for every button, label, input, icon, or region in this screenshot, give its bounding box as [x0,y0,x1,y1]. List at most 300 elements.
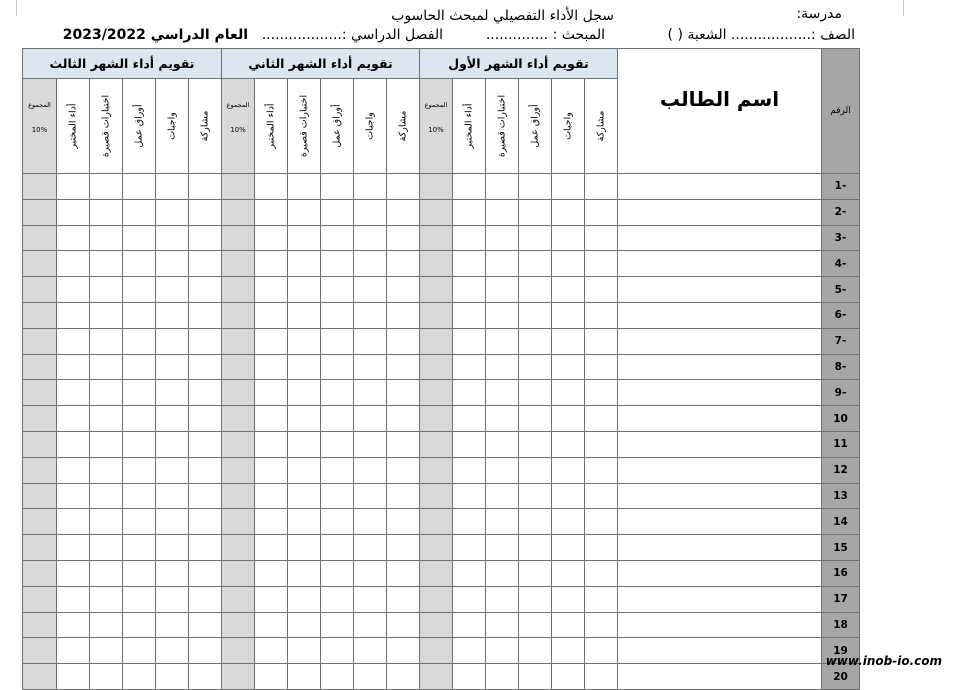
score-cell[interactable] [255,431,288,457]
score-cell[interactable] [387,225,420,251]
score-cell[interactable] [321,535,354,561]
score-cell[interactable] [57,638,90,664]
score-cell[interactable] [57,354,90,380]
score-cell[interactable] [189,535,222,561]
total-cell[interactable] [222,457,255,483]
total-cell[interactable] [23,664,57,690]
score-cell[interactable] [156,225,189,251]
score-cell[interactable] [189,354,222,380]
total-cell[interactable] [222,354,255,380]
score-cell[interactable] [288,638,321,664]
score-cell[interactable] [354,225,387,251]
score-cell[interactable] [57,225,90,251]
score-cell[interactable] [123,535,156,561]
score-cell[interactable] [57,664,90,690]
total-cell[interactable] [420,174,453,200]
score-cell[interactable] [90,199,123,225]
score-cell[interactable] [57,483,90,509]
total-cell[interactable] [420,457,453,483]
total-cell[interactable] [23,535,57,561]
score-cell[interactable] [354,509,387,535]
score-cell[interactable] [387,664,420,690]
score-cell[interactable] [453,302,486,328]
score-cell[interactable] [552,586,585,612]
score-cell[interactable] [57,251,90,277]
score-cell[interactable] [585,199,618,225]
score-cell[interactable] [453,509,486,535]
score-cell[interactable] [552,199,585,225]
score-cell[interactable] [354,251,387,277]
student-name-cell[interactable] [618,664,822,690]
total-cell[interactable] [23,431,57,457]
score-cell[interactable] [288,302,321,328]
score-cell[interactable] [453,199,486,225]
score-cell[interactable] [321,664,354,690]
total-cell[interactable] [23,251,57,277]
score-cell[interactable] [354,277,387,303]
score-cell[interactable] [90,535,123,561]
score-cell[interactable] [585,535,618,561]
score-cell[interactable] [288,560,321,586]
score-cell[interactable] [387,431,420,457]
score-cell[interactable] [519,664,552,690]
score-cell[interactable] [354,664,387,690]
score-cell[interactable] [321,509,354,535]
score-cell[interactable] [288,664,321,690]
total-cell[interactable] [23,509,57,535]
score-cell[interactable] [156,199,189,225]
score-cell[interactable] [123,457,156,483]
student-name-cell[interactable] [618,406,822,432]
total-cell[interactable] [222,535,255,561]
student-name-cell[interactable] [618,431,822,457]
score-cell[interactable] [123,406,156,432]
score-cell[interactable] [354,457,387,483]
score-cell[interactable] [453,612,486,638]
score-cell[interactable] [90,251,123,277]
score-cell[interactable] [156,380,189,406]
score-cell[interactable] [321,354,354,380]
score-cell[interactable] [387,277,420,303]
score-cell[interactable] [321,277,354,303]
score-cell[interactable] [486,328,519,354]
score-cell[interactable] [486,302,519,328]
score-cell[interactable] [519,277,552,303]
total-cell[interactable] [420,225,453,251]
total-cell[interactable] [222,406,255,432]
total-cell[interactable] [420,199,453,225]
score-cell[interactable] [519,457,552,483]
total-cell[interactable] [23,225,57,251]
score-cell[interactable] [57,612,90,638]
total-cell[interactable] [420,638,453,664]
score-cell[interactable] [453,380,486,406]
score-cell[interactable] [57,509,90,535]
score-cell[interactable] [354,483,387,509]
score-cell[interactable] [123,509,156,535]
score-cell[interactable] [123,431,156,457]
score-cell[interactable] [321,302,354,328]
total-cell[interactable] [222,302,255,328]
score-cell[interactable] [189,586,222,612]
score-cell[interactable] [123,277,156,303]
score-cell[interactable] [255,199,288,225]
score-cell[interactable] [57,431,90,457]
student-name-cell[interactable] [618,509,822,535]
score-cell[interactable] [123,354,156,380]
student-name-cell[interactable] [618,302,822,328]
score-cell[interactable] [123,380,156,406]
score-cell[interactable] [123,586,156,612]
score-cell[interactable] [585,406,618,432]
score-cell[interactable] [585,612,618,638]
total-cell[interactable] [420,302,453,328]
score-cell[interactable] [585,380,618,406]
score-cell[interactable] [321,560,354,586]
score-cell[interactable] [123,174,156,200]
score-cell[interactable] [90,406,123,432]
score-cell[interactable] [90,638,123,664]
score-cell[interactable] [519,225,552,251]
score-cell[interactable] [585,277,618,303]
total-cell[interactable] [420,328,453,354]
score-cell[interactable] [255,277,288,303]
score-cell[interactable] [486,174,519,200]
score-cell[interactable] [57,457,90,483]
score-cell[interactable] [519,483,552,509]
score-cell[interactable] [453,638,486,664]
score-cell[interactable] [321,431,354,457]
score-cell[interactable] [585,431,618,457]
score-cell[interactable] [519,406,552,432]
student-name-cell[interactable] [618,638,822,664]
score-cell[interactable] [123,483,156,509]
student-name-cell[interactable] [618,225,822,251]
score-cell[interactable] [156,612,189,638]
score-cell[interactable] [453,174,486,200]
score-cell[interactable] [189,302,222,328]
score-cell[interactable] [453,225,486,251]
score-cell[interactable] [156,354,189,380]
score-cell[interactable] [552,225,585,251]
score-cell[interactable] [321,199,354,225]
score-cell[interactable] [57,535,90,561]
score-cell[interactable] [255,560,288,586]
total-cell[interactable] [222,638,255,664]
score-cell[interactable] [288,457,321,483]
score-cell[interactable] [288,354,321,380]
score-cell[interactable] [354,638,387,664]
score-cell[interactable] [90,302,123,328]
score-cell[interactable] [90,612,123,638]
total-cell[interactable] [23,302,57,328]
score-cell[interactable] [57,380,90,406]
score-cell[interactable] [288,174,321,200]
score-cell[interactable] [288,535,321,561]
score-cell[interactable] [585,302,618,328]
total-cell[interactable] [222,199,255,225]
score-cell[interactable] [585,354,618,380]
score-cell[interactable] [255,612,288,638]
score-cell[interactable] [585,457,618,483]
score-cell[interactable] [57,174,90,200]
score-cell[interactable] [321,638,354,664]
score-cell[interactable] [156,483,189,509]
score-cell[interactable] [255,457,288,483]
total-cell[interactable] [222,431,255,457]
total-cell[interactable] [222,483,255,509]
total-cell[interactable] [23,277,57,303]
score-cell[interactable] [585,664,618,690]
total-cell[interactable] [420,354,453,380]
score-cell[interactable] [585,560,618,586]
score-cell[interactable] [288,431,321,457]
student-name-cell[interactable] [618,174,822,200]
score-cell[interactable] [156,328,189,354]
score-cell[interactable] [57,328,90,354]
student-name-cell[interactable] [618,535,822,561]
total-cell[interactable] [222,586,255,612]
score-cell[interactable] [585,174,618,200]
score-cell[interactable] [255,535,288,561]
score-cell[interactable] [387,612,420,638]
score-cell[interactable] [585,251,618,277]
total-cell[interactable] [23,380,57,406]
score-cell[interactable] [288,509,321,535]
score-cell[interactable] [354,431,387,457]
score-cell[interactable] [453,457,486,483]
score-cell[interactable] [519,560,552,586]
total-cell[interactable] [420,586,453,612]
score-cell[interactable] [519,199,552,225]
score-cell[interactable] [519,354,552,380]
score-cell[interactable] [156,406,189,432]
score-cell[interactable] [189,664,222,690]
score-cell[interactable] [387,638,420,664]
score-cell[interactable] [519,431,552,457]
score-cell[interactable] [156,251,189,277]
score-cell[interactable] [57,277,90,303]
score-cell[interactable] [453,251,486,277]
score-cell[interactable] [354,328,387,354]
score-cell[interactable] [552,509,585,535]
score-cell[interactable] [453,406,486,432]
score-cell[interactable] [387,509,420,535]
score-cell[interactable] [255,354,288,380]
total-cell[interactable] [222,664,255,690]
score-cell[interactable] [387,328,420,354]
total-cell[interactable] [23,612,57,638]
score-cell[interactable] [189,328,222,354]
score-cell[interactable] [486,251,519,277]
score-cell[interactable] [123,638,156,664]
total-cell[interactable] [420,612,453,638]
score-cell[interactable] [255,483,288,509]
score-cell[interactable] [123,199,156,225]
score-cell[interactable] [519,174,552,200]
total-cell[interactable] [222,277,255,303]
score-cell[interactable] [57,560,90,586]
score-cell[interactable] [552,251,585,277]
score-cell[interactable] [123,560,156,586]
score-cell[interactable] [156,509,189,535]
score-cell[interactable] [288,612,321,638]
score-cell[interactable] [156,664,189,690]
score-cell[interactable] [519,302,552,328]
score-cell[interactable] [288,251,321,277]
score-cell[interactable] [453,560,486,586]
score-cell[interactable] [486,431,519,457]
score-cell[interactable] [585,586,618,612]
score-cell[interactable] [189,380,222,406]
score-cell[interactable] [519,380,552,406]
score-cell[interactable] [255,509,288,535]
score-cell[interactable] [321,612,354,638]
score-cell[interactable] [255,406,288,432]
score-cell[interactable] [90,560,123,586]
score-cell[interactable] [486,406,519,432]
total-cell[interactable] [420,509,453,535]
score-cell[interactable] [321,406,354,432]
score-cell[interactable] [57,302,90,328]
total-cell[interactable] [23,406,57,432]
score-cell[interactable] [387,586,420,612]
total-cell[interactable] [420,431,453,457]
score-cell[interactable] [387,483,420,509]
score-cell[interactable] [321,483,354,509]
total-cell[interactable] [420,406,453,432]
score-cell[interactable] [552,664,585,690]
score-cell[interactable] [552,354,585,380]
score-cell[interactable] [453,328,486,354]
score-cell[interactable] [189,406,222,432]
total-cell[interactable] [420,664,453,690]
score-cell[interactable] [354,535,387,561]
score-cell[interactable] [519,251,552,277]
score-cell[interactable] [90,457,123,483]
score-cell[interactable] [156,586,189,612]
score-cell[interactable] [486,509,519,535]
score-cell[interactable] [189,638,222,664]
score-cell[interactable] [354,302,387,328]
total-cell[interactable] [222,174,255,200]
score-cell[interactable] [486,199,519,225]
score-cell[interactable] [486,535,519,561]
total-cell[interactable] [23,560,57,586]
score-cell[interactable] [90,277,123,303]
score-cell[interactable] [486,560,519,586]
total-cell[interactable] [222,251,255,277]
student-name-cell[interactable] [618,612,822,638]
total-cell[interactable] [23,457,57,483]
score-cell[interactable] [90,174,123,200]
score-cell[interactable] [189,251,222,277]
total-cell[interactable] [23,638,57,664]
score-cell[interactable] [552,174,585,200]
total-cell[interactable] [23,586,57,612]
score-cell[interactable] [255,586,288,612]
score-cell[interactable] [585,328,618,354]
score-cell[interactable] [156,174,189,200]
score-cell[interactable] [387,560,420,586]
score-cell[interactable] [90,483,123,509]
score-cell[interactable] [585,509,618,535]
score-cell[interactable] [486,277,519,303]
score-cell[interactable] [90,509,123,535]
score-cell[interactable] [387,199,420,225]
score-cell[interactable] [486,225,519,251]
score-cell[interactable] [189,483,222,509]
score-cell[interactable] [486,586,519,612]
score-cell[interactable] [453,664,486,690]
score-cell[interactable] [321,328,354,354]
score-cell[interactable] [288,277,321,303]
score-cell[interactable] [387,380,420,406]
score-cell[interactable] [585,483,618,509]
score-cell[interactable] [519,535,552,561]
score-cell[interactable] [288,380,321,406]
score-cell[interactable] [189,277,222,303]
student-name-cell[interactable] [618,380,822,406]
score-cell[interactable] [519,612,552,638]
score-cell[interactable] [552,457,585,483]
score-cell[interactable] [321,586,354,612]
score-cell[interactable] [354,586,387,612]
score-cell[interactable] [387,354,420,380]
score-cell[interactable] [552,638,585,664]
score-cell[interactable] [255,225,288,251]
score-cell[interactable] [585,225,618,251]
score-cell[interactable] [354,560,387,586]
score-cell[interactable] [255,174,288,200]
score-cell[interactable] [57,406,90,432]
student-name-cell[interactable] [618,199,822,225]
score-cell[interactable] [519,638,552,664]
score-cell[interactable] [255,664,288,690]
score-cell[interactable] [321,380,354,406]
score-cell[interactable] [255,302,288,328]
score-cell[interactable] [453,431,486,457]
score-cell[interactable] [453,277,486,303]
score-cell[interactable] [189,225,222,251]
total-cell[interactable] [420,277,453,303]
student-name-cell[interactable] [618,354,822,380]
score-cell[interactable] [585,638,618,664]
score-cell[interactable] [90,380,123,406]
score-cell[interactable] [123,251,156,277]
score-cell[interactable] [57,199,90,225]
total-cell[interactable] [222,328,255,354]
score-cell[interactable] [288,328,321,354]
student-name-cell[interactable] [618,483,822,509]
total-cell[interactable] [222,225,255,251]
total-cell[interactable] [222,509,255,535]
score-cell[interactable] [156,431,189,457]
score-cell[interactable] [354,199,387,225]
score-cell[interactable] [519,509,552,535]
score-cell[interactable] [519,586,552,612]
score-cell[interactable] [90,431,123,457]
score-cell[interactable] [90,586,123,612]
score-cell[interactable] [354,354,387,380]
score-cell[interactable] [486,380,519,406]
score-cell[interactable] [354,406,387,432]
score-cell[interactable] [189,174,222,200]
score-cell[interactable] [486,638,519,664]
score-cell[interactable] [552,406,585,432]
total-cell[interactable] [222,560,255,586]
score-cell[interactable] [123,664,156,690]
